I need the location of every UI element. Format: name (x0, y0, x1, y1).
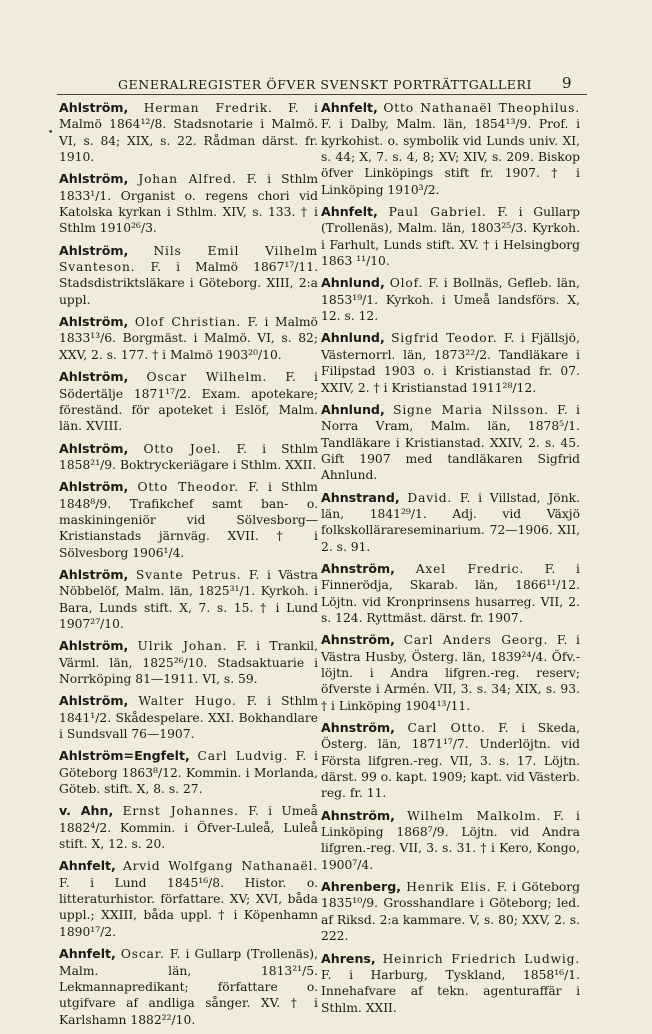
entry-surname: Ahlström, (59, 566, 129, 582)
entry-details: F. i Västra Husby, Österg. län, 1839²⁴/4. Öfv.-löjtn. i Andra lifgren.-reg. reserv; öfverste i Armén. VII, 3. s. 34; XIX, s. 93. † i Linköping 1904¹³/11. (321, 633, 580, 713)
entry-given-names: Henrik Elis. (406, 880, 492, 895)
entry-details: F. i Finnerödja, Skarab. län, 1866¹¹/12. Löjtn. vid Kronprinsens husarreg. VII, 2. s. 124. Ryttmäst. därst. fr. 1907. (321, 561, 580, 625)
entry-surname: Ahlström, (59, 100, 129, 115)
register-entry (59, 567, 318, 632)
register-entry (59, 638, 318, 687)
entry-given-names: Ulrik Johan. (137, 639, 228, 654)
entry-given-names: David. (407, 490, 453, 505)
register-entry (59, 100, 318, 165)
header-rule (57, 94, 587, 95)
entry-given-names: Oscar Wilhelm. (146, 370, 268, 385)
entry-given-names: Carl Ludvig. (197, 749, 289, 764)
register-entry (321, 402, 580, 484)
entry-given-names: Olof Christian. (134, 315, 241, 330)
entry-given-names: Carl Otto. (407, 721, 486, 736)
entry-given-names: Signe Maria Nilsson. (393, 402, 549, 417)
entry-surname: Ahnström, (321, 560, 395, 576)
entry-surname: Ahnström, (321, 632, 395, 648)
entry-surname: Ahrenberg, (321, 879, 401, 895)
entry-details: F. i Umeå 1882⁴/2. Kommin. i Öfver-Luleå, Luleå stift. X, 12. s. 20. (59, 804, 318, 852)
register-entry (321, 951, 580, 1016)
entry-surname: Ahrens, (321, 950, 376, 966)
entry-details: F. i Sthlm 1848⁸/9. Trafikchef samt ban- o. maskiningeniör vid Sölvesborg—Kristianstads järnväg. XVII. † i Sölvesborg 1906¹/4. (59, 480, 318, 560)
entry-details: F. i Gullarp (Trollenäs), Malm. län, 1813²¹/5. Lekmannapredikant; författare o. utgifvare af andliga sånger. XV. † i Karlshamn 1882²²/10. (59, 947, 318, 1027)
entry-details: F. i Trankil, Värml. län, 1825²⁶/10. Stadsaktuarie i Norrköping 81—1911. VI, s. 59. (59, 639, 318, 686)
entry-details: F. i Villstad, Jönk. län, 1841²⁹/1. Adj. vid Växjö folkskollärareseminarium. 72—1906. XII, 2. s. 91. (321, 490, 580, 554)
register-entry (59, 171, 318, 236)
entry-details: F. i Fjällsjö, Västernorrl. län, 1873²²/2. Tandläkare i Filipstad 1903 o. i Kristianstad fr. 07. XXIV, 2. † i Kristianstad 1911²⁸/12. (321, 331, 580, 395)
entry-surname: Ahnfelt, (59, 946, 116, 962)
entry-surname: Ahnfelt, (321, 100, 378, 115)
register-entry (59, 803, 318, 852)
entry-given-names: Sigfrid Teodor. (391, 331, 498, 346)
entry-given-names: Svante Petrus. (135, 567, 242, 582)
entry-given-names: Ernst Johannes. (122, 804, 239, 819)
running-head: GENERALREGISTER ÖFVER SVENSKT PORTRÄTTGALLERI (117, 77, 533, 92)
entry-details: F. i Skeda, Österg. län, 1871¹⁷/7. Underlöjtn. vid Första lifgren.-reg. VII, 3. s. 17. Löjtn. därst. 99 o. kapt. 1909; kapt. vid Västerb. reg. fr. 11. (321, 721, 580, 801)
entry-surname: Ahlström, (59, 440, 129, 456)
entry-details: F. i Dalby, Malm. län, 1854¹³/9. Prof. i kyrkohist. o. symbolik vid Lunds univ. XI, s. 44; X, 7. s. 4, 8; XV; XIV, s. 209. Biskop öfver Linköpings stift fr. 1907. † i Linköping 1910³/2. (321, 117, 580, 197)
register-entry (321, 879, 580, 944)
entry-details: F. i Malmö 1867¹⁷/11. Stadsdistriktsläkare i Göteborg. XIII, 2:a uppl. (59, 260, 318, 307)
entry-surname: Ahlström, (59, 314, 129, 330)
entry-details: F. i Göteborg 1863⁸/12. Kommin. i Morlanda, Göteb. stift. X, 8. s. 27. (59, 749, 318, 797)
register-entry (59, 479, 318, 561)
register-entry (321, 490, 580, 555)
entry-given-names: Otto Theodor. (137, 480, 240, 495)
entry-details: F. i Norra Vram, Malm. län, 1878⁵/1. Tandläkare i Kristianstad. XXIV, 2. s. 45. Gift 1907 med tandläkaren Sigfrid Ahnlund. (321, 402, 580, 483)
entry-details: F. i Bollnäs, Gefleb. län, 1853¹⁹/1. Kyrkoh. i Umeå landsförs. X, 12. s. 12. (321, 276, 580, 324)
entry-surname: Ahnlund, (321, 401, 385, 417)
entry-surname: Ahlström, (59, 171, 129, 187)
entry-given-names: Nils Emil Vilhelm Svanteson. (59, 243, 318, 275)
register-entry (321, 720, 580, 802)
entry-surname: Ahnfelt, (59, 858, 116, 874)
register-entry (321, 275, 580, 324)
register-entry (59, 243, 318, 308)
entry-surname: v. Ahn, (59, 803, 114, 819)
register-entry (59, 369, 318, 434)
entry-given-names: Olof. (389, 276, 424, 291)
entry-details: F. i Sthlm 1858²¹/9. Boktryckeriägare i Sthlm. XXII. (59, 441, 318, 472)
entry-surname: Ahlström=Engfelt, (59, 748, 190, 764)
margin-dot: • (48, 128, 54, 138)
entry-given-names: Paul Gabriel. (388, 205, 487, 220)
entry-surname: Ahnlund, (321, 330, 385, 346)
entry-surname: Ahlström, (59, 479, 129, 495)
entry-surname: Ahnfelt, (321, 204, 378, 220)
entry-given-names: Heinrich Friedrich Ludwig. (382, 951, 580, 966)
entry-given-names: Carl Anders Georg. (403, 633, 549, 648)
register-entry (321, 561, 580, 626)
entry-given-names: Axel Fredric. (415, 561, 525, 576)
entry-details: F. i Malmö 1833¹³/6. Borgmäst. i Malmö. VI, s. 82; XXV, 2. s. 177. † i Malmö 1903²⁰/10. (59, 315, 318, 362)
entry-details: F. i Harburg, Tyskland, 1858¹⁶/1. Innehafvare af tekn. agenturaffär i Sthlm. XXII. (321, 967, 580, 1015)
entry-details: F. i Malmö 1864¹²/8. Stadsnotarie i Malmö. VI, s. 84; XIX, s. 22. Rådman därst. fr. 1910. (59, 101, 318, 165)
register-entry (321, 330, 580, 395)
register-entry (321, 204, 580, 269)
entry-given-names: Oscar. (120, 947, 165, 962)
page-number: 9 (562, 74, 572, 92)
register-entry (59, 946, 318, 1028)
register-entry (59, 858, 318, 940)
entry-surname: Ahlström, (59, 638, 129, 654)
register-entry (59, 441, 318, 474)
register-entry (59, 748, 318, 797)
entry-details: F. i Gullarp (Trollenäs), Malm. län, 1803²⁵/3. Kyrkoh. i Farhult, Lunds stift. XV. † i Helsingborg 1863 ¹¹/10. (321, 205, 580, 269)
entry-surname: Ahnstrand, (321, 489, 400, 505)
entry-given-names: Johan Alfred. (138, 172, 237, 187)
entry-given-names: Arvid Wolfgang Nathanaël. (122, 859, 318, 874)
register-entry (321, 808, 580, 873)
entry-surname: Ahnström, (321, 807, 395, 823)
entry-details: F. i Södertälje 1871¹⁷/2. Exam. apotekare; föreständ. för apoteket i Eslöf, Malm. län. XVIII. (59, 370, 318, 434)
left-column (59, 100, 318, 1034)
right-column (321, 100, 580, 1022)
entry-surname: Ahlström, (59, 693, 129, 709)
register-entry (321, 632, 580, 714)
entry-given-names: Otto Nathanaël Theophilus. (383, 101, 580, 115)
register-entry (59, 314, 318, 363)
register-entry (321, 100, 580, 198)
register-entry (59, 693, 318, 742)
entry-given-names: Walter Hugo. (138, 694, 237, 709)
entry-details: F. i Västra Nöbbelöf, Malm. län, 1825³¹/1. Kyrkoh. i Bara, Lunds stift. X, 7. s. 15. † i Lund 1907²⁷/10. (59, 567, 318, 631)
entry-details: F. i Sthlm 1841¹/2. Skådespelare. XXI. Bokhandlare i Sundsvall 76—1907. (59, 694, 318, 742)
entry-surname: Ahnlund, (321, 275, 385, 291)
entry-details: F. i Linköping 1868⁷/9. Löjtn. vid Andra lifgren.-reg. VII, 3. s. 31. † i Kero, Kongo, 1900⁷/4. (321, 808, 580, 872)
entry-details: F. i Sthlm 1833¹/1. Organist o. regens chori vid Katolska kyrkan i Sthlm. XIV, s. 133. † i Sthlm 1910²⁶/3. (59, 172, 318, 236)
entry-surname: Ahlström, (59, 242, 129, 258)
entry-given-names: Herman Fredrik. (143, 101, 273, 115)
entry-given-names: Otto Joel. (143, 441, 222, 456)
entry-surname: Ahnström, (321, 720, 395, 736)
entry-surname: Ahlström, (59, 369, 129, 385)
entry-details: F. i Lund 1845¹⁶/8. Histor. o. litteraturhistor. författare. XV; XVI, båda uppl.; XXIII, båda uppl. † i Köpenhamn 1890¹⁷/2. (59, 875, 318, 939)
entry-given-names: Wilhelm Malkolm. (407, 808, 542, 823)
entry-details: F. i Göteborg 1835¹⁰/9. Grosshandlare i Göteborg; led. af Riksd. 2:a kammare. V, s. 80; XXV, 2. s. 222. (321, 880, 580, 944)
